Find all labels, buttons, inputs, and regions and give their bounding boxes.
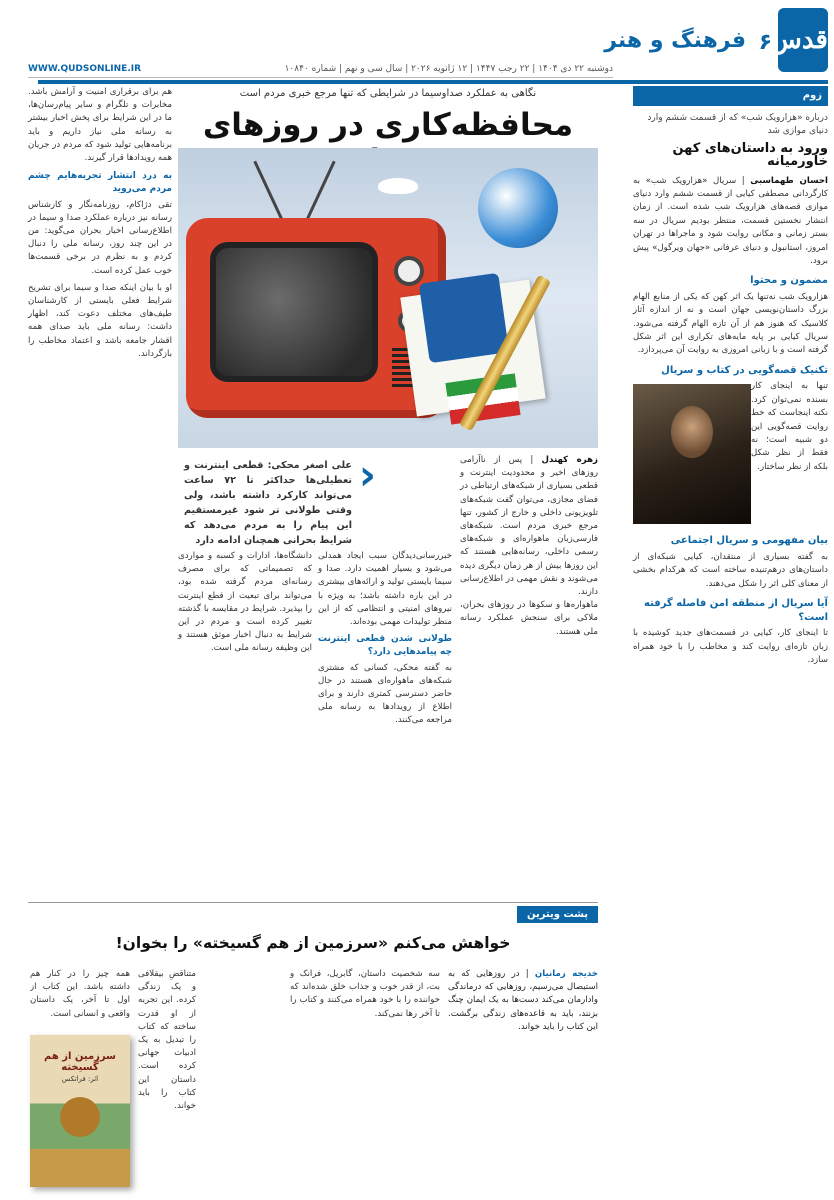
date-line xyxy=(28,62,613,78)
right-column xyxy=(633,86,828,1196)
rc-subhead-1: مضمون و محتوا xyxy=(750,275,828,287)
main-col-middle-text: خبررسانی‌دیدگان سبب ایجاد همدلی می‌شود و بسیار اهمیت دارد. صدا و سیما بایستی تولید و ارائه‌های بیشتری در این باره داشته باشد؛ به ویژه با نیروهای امنیتی و انتظامی که از این منظر تولیدات مهمی بوده‌اند. xyxy=(318,551,452,628)
rc-intro-text: سریال «هزارویک شب» به کارگردانی مصطفی کیایی از قسمت ششم وارد دنیای موازی قصه‌های هزارویک شب شده است. از زمان انتشار نخستین قسمت، منتظر بودیم سریال در سه بستر زمانی و مکانی روایت شود و ماجراها در تهران امروز، استانبول و دنیای عرفانی «جهان ویرگول» پیش برود. xyxy=(633,175,828,266)
lc-text-1: تقی دژاکام، روزنامه‌نگار و کارشناس رسانه نیز درباره عملکرد صدا و سیما در اطلاع‌رسانی اخبار بحران می‌گوید: من در این چند روز، رسانه ملی را دنبال کردم و به نظرم در برخی قسمت‌ها خوب عمل کرده است. xyxy=(28,199,172,276)
page-header xyxy=(0,0,834,84)
main-author: زهره کهندل xyxy=(541,455,598,465)
section-title: فرهنگ و هنر xyxy=(604,28,746,53)
book-cover xyxy=(30,1035,130,1187)
main-article xyxy=(178,86,598,726)
tv-knob-icon xyxy=(394,256,424,286)
bottom-col-2-text: سه شخصیت داستان، گابریل، فرانک و بت، از قدر خوب و جذاب خلق شده‌اند که خواننده را با خود همراه می‌کنند و کتاب را تا آخر رها نمی‌کند. xyxy=(290,969,440,1019)
header-rule xyxy=(38,80,828,84)
rc-subhead-3: بیان مفهومی و سریال اجتماعی xyxy=(670,535,828,547)
bottom-col-4-text: همه چیز را در کنار هم داشته باشد. این کتاب از اول تا آخر، یک داستان واقعی و انسانی است. xyxy=(30,969,130,1019)
section-divider xyxy=(28,902,598,903)
rc-author: احسان طهماسبی xyxy=(750,175,828,186)
issue-info: دوشنبه ۲۲ دی ۱۴۰۴ | ۲۲ رجب ۱۴۴۷ | ۱۲ ژانویه ۲۰۲۶ | سال سی و نهم | شماره ۱۰۸۴۰ xyxy=(284,63,613,74)
bottom-col-3 xyxy=(138,968,196,1113)
lc-text-top: هم برای برقراری امنیت و آرامش باشد. مخابرات و تلگرام و سایر پیام‌رسان‌ها، ما در این شرایط برای پخش اخبار بیشتر به رسانه ملی نیاز داریم و باید برنامه‌هایی تولید شود که مردم در جریان همه رویدادها قرار گیرند. xyxy=(28,87,172,164)
rc-intro: احسان طهماسبی | سریال «هزارویک شب» به کارگردانی مصطفی کیایی از قسمت ششم وارد دنیای موازی قصه‌های هزارویک شب شده است. از زمان انتشار نخستین قسمت، منتظر بودیم سریال در سه بستر زمانی و مکانی روایت شود و ماجراها در تهران امروز، استانبول و دنیای عرفانی «جهان ویرگول» پیش برود. xyxy=(633,175,828,266)
tree-illustration xyxy=(60,1097,100,1137)
book-author: اثر: فراتکس xyxy=(61,1075,99,1083)
antenna-icon xyxy=(253,161,285,226)
bottom-col-1: خدیجه زمانیان | در روزهایی که به استیصال می‌رسیم، روزهایی که درماندگی وادارمان می‌کند دست‌ها به یک ایمان چنگ بزنند، باید به قاعده‌های زندگی برگشت. این کتاب را باید خواند. xyxy=(448,969,599,1032)
tv-screen xyxy=(210,242,378,382)
bird-shape xyxy=(378,178,418,194)
main-col-right-text: پس از ناآرامی روزهای اخیر و محدودیت اینترنت و قطعی بسیاری از شبکه‌های ارتباطی در فضای مجازی، می‌توان گفت شبکه‌های تلویزیونی داخلی و خارج از کشور، تنها مرجع خبری مردم است. شبکه‌های فارسی‌زبان ماهواره‌ای و شبکه‌های رسمی داخلی، رسانه‌هایی هستند که این روزها بیش از هر زمان دیگری دیده می‌شوند و نقش مهمی در اطلاع‌رسانی دارند. xyxy=(460,455,598,598)
bottom-headline[interactable]: خواهش می‌کنم «سرزمین از هم گسیخته» را بخوان! xyxy=(115,934,511,952)
pull-quote-text: علی اصغر محکی: قطعی اینترنت و تعطیلی‌ها حداکثر تا ۷۲ ساعت می‌تواند کارکرد داشته باشد، ولی وقتی طولانی تر شود غیرمستقیم این پیام را به مردم می‌دهد که شرایط بحرانی همچنان ادامه دارد xyxy=(184,460,353,546)
balloon-shape xyxy=(478,168,558,248)
main-subhead: طولانی شدن قطعی اینترنت چه پیامدهایی دارد؟ xyxy=(318,634,452,658)
main-col-right: زهره کهندل | پس از ناآرامی روزهای اخیر و محدودیت اینترنت و قطعی بسیاری از شبکه‌های ارتباطی در فضای مجازی، می‌توان گفت شبکه‌های تلویزیونی داخلی و خارج از کشور، تنها مرجع خبری مردم است. شبکه‌های فارسی‌زبان ماهواره‌ای و شبکه‌های رسمی داخلی، رسانه‌هایی هستند که این روزها بیش از هر زمان دیگری دیده می‌شوند و نقش مهمی در اطلاع‌رسانی دارند. ماهواره‌ها و سکوها در روزهای بحران، ملاکی برای سنجش عملکرد رسانه ملی هستند. xyxy=(460,454,598,639)
bottom-col-1-text: در روزهایی که به استیصال می‌رسیم، روزهایی که درماندگی وادارمان می‌کند دست‌ها به یک ایمان چنگ بزنند، باید به قاعده‌های زندگی برگشت. این کتاب را باید خواند. xyxy=(448,969,598,1032)
bottom-col-2 xyxy=(290,968,440,1021)
page-number: ۶ xyxy=(758,30,772,55)
rc-headline[interactable]: ورود به داستان‌های کهن خاورمیانه xyxy=(672,140,828,169)
pull-quote xyxy=(178,450,378,546)
rc-kicker: درباره «هزارویک شب» که از قسمت ششم وارد دنیای موازی شد xyxy=(647,112,828,136)
rc-subhead-4: آیا سریال از منطقه امن فاصله گرفته است؟ xyxy=(644,598,828,623)
bottom-section-bar xyxy=(236,906,598,926)
main-col-middle-text-2: به گفته محکی، کسانی که مشتری شبکه‌های ماهواره‌ای هستند در حال حاضر دسترسی کمتری دارند و برای اطلاع از رویدادها به رسانه ملی مراجعه می‌کنند. xyxy=(318,662,452,726)
lc-subhead: به درد انتشار تجربه‌هایم چشم مردم می‌روید xyxy=(28,171,172,195)
lc-text-2: او با بیان اینکه صدا و سیما برای تشریح شرایط فعلی بایستی از کارشناسان طیف‌های مختلف دعوت کند، اظهار داشت: رسانه ملی باید صدای همه اقشار جامعه باشد و اعتماد مخاطب را بازگرداند. xyxy=(28,282,172,359)
book-title: سرزمین از هم گسیخته xyxy=(43,1051,116,1073)
bottom-author: خدیجه زمانیان xyxy=(534,969,599,979)
rc-para-1: هزارویک شب نه‌تنها یک اثر کهن که یکی از منابع الهام بزرگ داستان‌نویسی جهان است و نه از اندازه آثار کلاسیک که هنوز هم از آن تازه الهام گرفته می‌شود. سریال کیایی بر پایه مایه‌های تکراری این اثر شکل گرفته است و با زبانی امروزی به روایت آن می‌پردازد. xyxy=(633,291,828,356)
actor-photo xyxy=(633,384,751,524)
main-col-left-text: دانشگاه‌ها، ادارات و کسبه و مواردی که تصمیماتی که برای مصرف رسانه‌ای مردم گرفته شده بود، می‌تواند برای تبعیت از قطع اینترنت را بپذیرد. شرایط در مقایسه با گذشته تغییر کرده است و مردم در این شرایط به دنبال اخبار موثق هستند و این وظیفه رسانه ملی است. xyxy=(178,551,312,654)
bottom-col-4 xyxy=(30,968,130,1028)
main-kicker: نگاهی به عملکرد صداوسیما در شرایطی که تنها مرجع خبری مردم است xyxy=(239,88,537,99)
main-col-right-text-2: ماهواره‌ها و سکوها در روزهای بحران، ملاکی برای سنجش عملکرد رسانه ملی هستند. xyxy=(460,600,598,637)
bottom-col-3-text: متناقضِ بیقلافی و یک زندگی کرده. این تجربه از او قدرت ساخته که کتاب را تبدیل به یک ادبیات جهانی کرده است. داستان این کتاب را باید خواند. xyxy=(138,969,196,1112)
newspaper-logo: قدس xyxy=(778,8,828,72)
broadcaster-logo-icon xyxy=(419,273,509,363)
rc-para-2: تنها به اینجای کار بسنده نمی‌توان کرد. نکته اینجاست که خط روایت قصه‌گویی این دو شبیه است؛ نه فقط از نظر شکل بلکه از نظر ساختار. xyxy=(751,381,828,472)
rc-para-3: به گفته بسیاری از منتقدان، کیایی شبکه‌ای از داستان‌های درهم‌تنیده ساخته است که هرکدام بخشی از معنای کلی اثر را شکل می‌دهند. xyxy=(633,551,828,589)
site-url[interactable]: WWW.QUDSONLINE.IR xyxy=(28,63,142,74)
quote-mark-icon: ‹ xyxy=(358,450,376,499)
left-col-text xyxy=(28,86,172,361)
rc-para-4: تا اینجای کار، کیایی در قسمت‌های جدید کوشیده با زبان تازه‌ای روایت کند و مخاطب را با خود همراه سازد. xyxy=(633,628,828,665)
hero-illustration xyxy=(178,148,598,448)
rc-subhead-2: تکنیک قصه‌گویی در کتاب و سریال xyxy=(661,364,828,376)
main-col-middle xyxy=(318,550,452,728)
bottom-section-label: پشت ویترین xyxy=(517,906,598,923)
category-bar: زوم xyxy=(633,86,828,106)
main-headline[interactable]: محافظه‌کاری در روزهای xyxy=(202,107,574,143)
antenna-icon xyxy=(303,161,335,226)
left-column xyxy=(28,86,172,361)
main-col-left xyxy=(178,550,312,656)
